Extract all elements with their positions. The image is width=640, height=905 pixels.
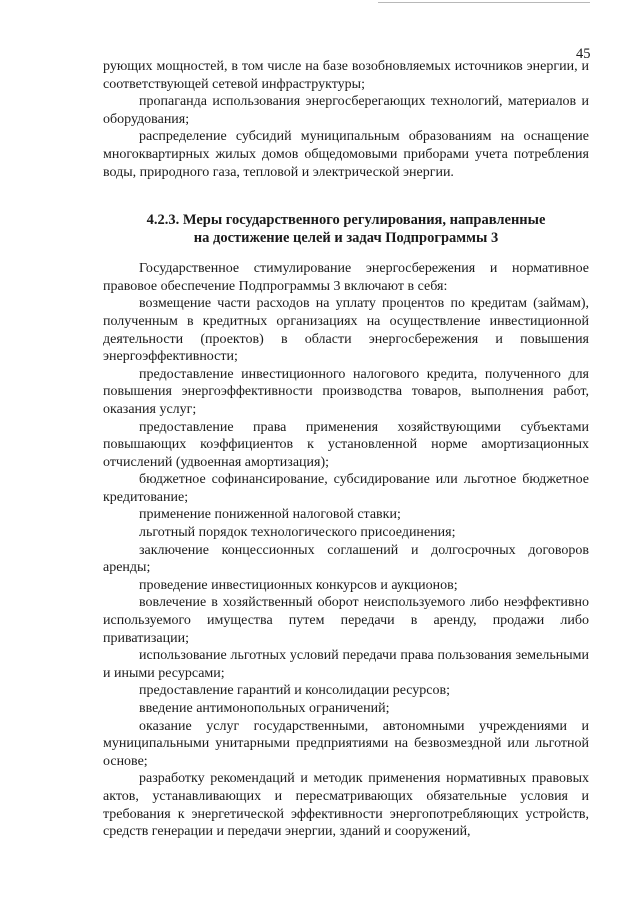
body-paragraph-3: предоставление инвестиционного налогового кредита, полученного для повышения энергоэффективности производства товаров, выполнения работ, оказания услуг;: [103, 366, 589, 417]
intro-paragraph-2: пропаганда использования энергосберегающих технологий, материалов и оборудования;: [103, 94, 589, 127]
body-paragraph-12: предоставление гарантий и консолидации ресурсов;: [139, 683, 451, 699]
body-paragraph-15: разработку рекомендаций и методик применения нормативных правовых актов, устанавливающих и пересматривающих обязательные условия и требования к энергетической эффективности энергопотребляющих устройств, средств генерации и передачи энергии, зданий и сооружений,: [103, 771, 589, 840]
body-paragraph-8: заключение концессионных соглашений и долгосрочных договоров аренды;: [103, 542, 589, 576]
body-paragraph-5: бюджетное софинансирование, субсидирование или льготное бюджетное кредитование;: [103, 472, 589, 505]
body-paragraph-10: вовлечение в хозяйственный оборот неиспользуемого либо неэффективно используемого имущества путем передачи в аренду, продажи либо приватизации;: [103, 595, 589, 646]
section-heading: [103, 211, 589, 247]
top-rule: [378, 2, 590, 3]
page-number: 45: [576, 46, 591, 62]
body-paragraph-7: льготный порядок технологического присоединения;: [139, 525, 456, 541]
section-heading-line-2: на достижение целей и задач Подпрограммы 3: [193, 230, 499, 247]
section-heading-line-1: 4.2.3. Меры государственного регулирования, направленные: [146, 212, 546, 229]
intro-paragraph-3: распределение субсидий муниципальным образованиям на оснащение многоквартирных жилых домов общедомовыми приборами учета потребления воды, природного газа, тепловой и электрической энергии.: [103, 129, 589, 180]
body-paragraph-4: предоставление права применения хозяйствующими субъектами повышающих коэффициентов к установленной норме амортизационных отчислений (удвоенная амортизация);: [103, 419, 589, 470]
page-content: [103, 58, 589, 841]
body-paragraph-9: проведение инвестиционных конкурсов и аукционов;: [139, 577, 458, 593]
body-paragraph-11: использование льготных условий передачи права пользования земельными и иными ресурсами;: [103, 648, 589, 681]
body-paragraph-2: возмещение части расходов на уплату процентов по кредитам (займам), полученным в кредитных организациях на осуществление инвестиционной деятельности (проектов) в области энергосбережения и повышения энергоэффективности;: [103, 296, 589, 365]
body-paragraph-13: введение антимонопольных ограничений;: [139, 701, 390, 716]
body-paragraph-14: оказание услуг государственными, автономными учреждениями и муниципальными унитарными предприятиями на безвозмездной или льготной основе;: [103, 718, 589, 769]
body-paragraph-1: Государственное стимулирование энергосбережения и нормативное правовое обеспечение Подпрограммы 3 включают в себя:: [103, 261, 589, 294]
body-paragraph-6: применение пониженной налоговой ставки;: [139, 507, 401, 523]
intro-paragraph-1: рующих мощностей, в том числе на базе возобновляемых источников энергии, и соответствующей сетевой инфраструктуры;: [103, 59, 589, 92]
